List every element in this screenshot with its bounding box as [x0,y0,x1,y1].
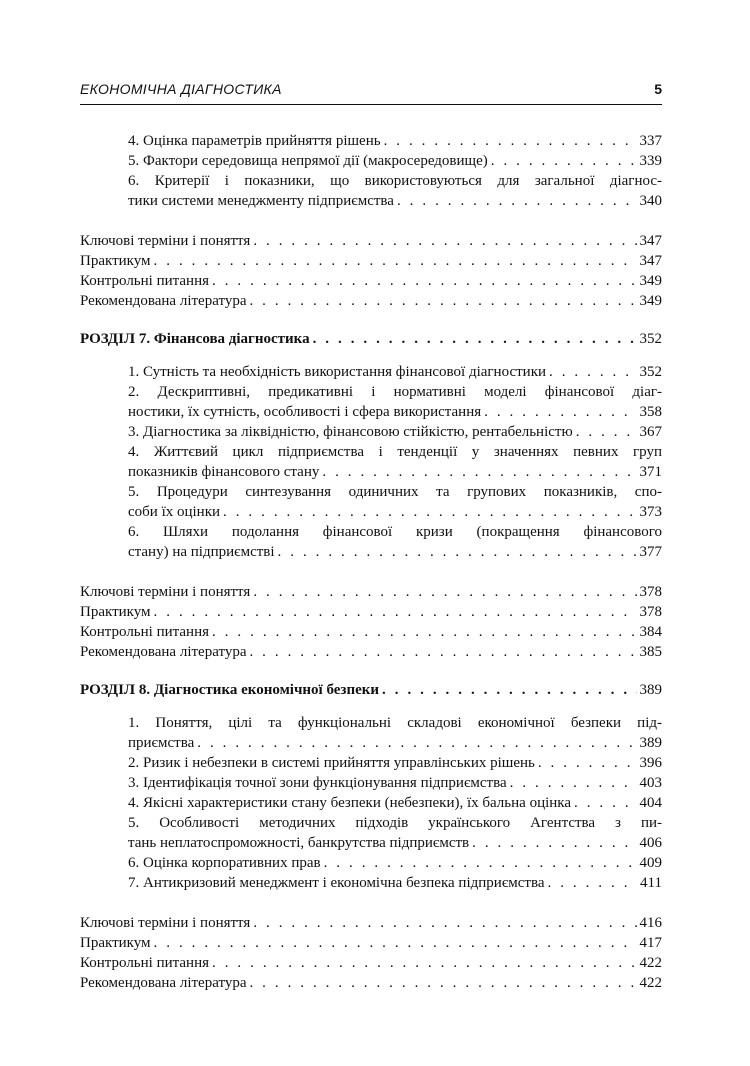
entry-label: Контрольні питання [80,624,210,640]
toc-extra-entry[interactable] [80,913,662,933]
entry-last-line [128,462,662,482]
entry-text-line: 2. Дескриптивні, предикативні і нормативні моделі фінансової діаг- [128,384,662,400]
chapter-title: РОЗДІЛ 7. Фінансова діагностика [80,331,310,347]
entry-text-line: 5. Особливості методичних підходів українського Агентства з пи- [128,815,662,831]
chapter8-sections [128,713,662,893]
book-title: ЕКОНОМІЧНА ДІАГНОСТИКА [80,81,282,97]
entry-line [80,933,662,953]
entry-page: 404 [639,795,662,811]
entry-text: тики системи менеджменту підприємства [128,193,394,209]
toc-extra-entry[interactable] [80,582,662,602]
dot-leader [154,251,637,271]
toc-extra-entry[interactable] [80,251,662,271]
dot-leader [154,602,637,622]
dot-leader [278,542,637,562]
entry-label: Ключові терміни і поняття [80,915,251,931]
entry-label: Рекомендована література [80,644,247,660]
entry-line [80,291,662,311]
entry-page: 385 [639,644,662,660]
entry-page: 416 [639,915,662,931]
entry-text: 6. Оцінка корпоративних прав [128,855,321,871]
entry-last-line [128,773,662,793]
chapter7-sections [128,362,662,562]
running-header [80,80,662,105]
entry-text: 4. Якісні характеристики стану безпеки (небезпеки), їх бальна оцінка [128,795,572,811]
entry-last-line [128,753,662,773]
dot-leader [249,973,636,993]
entry-text: 3. Діагностика за ліквідністю, фінансовою стійкістю, рентабельністю [128,424,573,440]
toc-section-entry[interactable] [128,131,662,151]
entry-page: 409 [639,855,662,871]
toc-extra-entry[interactable] [80,642,662,662]
dot-leader [574,793,636,813]
toc-section-entry[interactable] [128,773,662,793]
toc-section-entry[interactable] [128,422,662,442]
entry-label: Практикум [80,935,151,951]
toc-extra-entry[interactable] [80,271,662,291]
chapter-page: 389 [639,682,662,698]
toc-extra-entry[interactable] [80,933,662,953]
dot-leader [212,271,636,291]
entry-page: 422 [639,955,662,971]
entry-line [80,582,662,602]
entry-text: 4. Оцінка параметрів прийняття рішень [128,133,381,149]
page-number: 5 [654,81,662,97]
entry-text: тань неплатоспроможності, банкрутства підприємств [128,835,470,851]
dot-leader [548,873,638,893]
entry-last-line [128,793,662,813]
toc-section-entry[interactable] [128,793,662,813]
dot-leader [253,582,636,602]
entry-page: 352 [639,364,662,380]
entry-page: 422 [639,975,662,991]
toc-extra-entry[interactable] [80,602,662,622]
entry-page: 349 [639,273,662,289]
dot-leader [324,853,637,873]
dot-leader [212,953,636,973]
entry-page: 377 [639,544,662,560]
entry-text: ностики, їх сутність, особливості і сфера використання [128,404,482,420]
entry-last-line [128,422,662,442]
entry-last-line [128,362,662,382]
toc-section-entry[interactable] [128,522,662,562]
dot-leader [249,642,636,662]
entry-last-line [128,502,662,522]
entry-text: соби їх оцінки [128,504,221,520]
entry-page: 373 [639,504,662,520]
entry-page: 367 [639,424,662,440]
entry-text: 1. Сутність та необхідність використання фінансової діагностики [128,364,547,380]
entry-label: Контрольні питання [80,955,210,971]
dot-leader [322,462,636,482]
toc-section-entry[interactable] [128,482,662,522]
entry-last-line [128,853,662,873]
dot-leader [549,362,636,382]
chapter6-extras [80,231,662,311]
chapter-page: 352 [639,331,662,347]
dot-leader [154,933,637,953]
entry-last-line [128,151,662,171]
entry-text-line: 6. Шляхи подолання фінансової кризи (покращення фінансового [128,524,662,540]
chapter7-heading [80,331,662,351]
entry-page: 347 [639,253,662,269]
entry-page: 339 [639,153,662,169]
entry-page: 349 [639,293,662,309]
entry-text: 5. Фактори середовища непрямої дії (макросередовище) [128,153,488,169]
entry-text-line: 5. Процедури синтезування одиничних та групових показників, спо- [128,484,662,500]
chapter8-extras [80,913,662,993]
dot-leader [397,191,637,211]
entry-text: показників фінансового стану [128,464,320,480]
entry-page: 389 [639,735,662,751]
chapter-title: РОЗДІЛ 8. Діагностика економічної безпеки [80,682,380,698]
toc-extra-entry[interactable] [80,973,662,993]
entry-line [80,231,662,251]
dot-leader [484,402,636,422]
toc-section-entry[interactable] [128,713,662,753]
chapter-title-row[interactable] [80,331,662,351]
entry-page: 347 [639,233,662,249]
chapter6-sections [128,131,662,211]
entry-page: 406 [639,835,662,851]
entry-page: 371 [639,464,662,480]
dot-leader [491,151,637,171]
entry-label: Рекомендована література [80,293,247,309]
entry-text: стану) на підприємстві [128,544,275,560]
entry-label: Практикум [80,253,151,269]
dot-leader [382,682,636,699]
dot-leader [538,753,637,773]
dot-leader [212,622,636,642]
dot-leader [223,502,636,522]
toc-section-entry[interactable] [128,442,662,482]
entry-label: Рекомендована література [80,975,247,991]
chapter8-heading [80,682,662,702]
entry-text-line: 4. Життєвий цикл підприємства і тенденції у значеннях певних груп [128,444,662,460]
toc-extra-entry[interactable] [80,231,662,251]
dot-leader [197,733,636,753]
entry-last-line [128,873,662,893]
toc-section-entry[interactable] [128,171,662,211]
toc-section-entry[interactable] [128,853,662,873]
toc-extra-entry[interactable] [80,622,662,642]
table-of-contents [80,131,662,1013]
dot-leader [249,291,636,311]
entry-label: Ключові терміни і поняття [80,584,251,600]
entry-line [80,913,662,933]
toc-section-entry[interactable] [128,151,662,171]
entry-page: 417 [639,935,662,951]
entry-label: Ключові терміни і поняття [80,233,251,249]
entry-line [80,602,662,622]
dot-leader [253,231,636,251]
entry-page: 358 [639,404,662,420]
entry-label: Контрольні питання [80,273,210,289]
entry-page: 411 [640,875,662,891]
entry-last-line [128,402,662,422]
entry-line [80,271,662,291]
entry-last-line [128,733,662,753]
entry-line [80,973,662,993]
entry-last-line [128,131,662,151]
entry-line [80,953,662,973]
entry-page: 384 [639,624,662,640]
toc-section-entry[interactable] [128,362,662,382]
toc-section-entry[interactable] [128,382,662,422]
dot-leader [384,131,637,151]
toc-section-entry[interactable] [128,873,662,893]
dot-leader [576,422,637,442]
dot-leader [472,833,636,853]
entry-label: Практикум [80,604,151,620]
entry-last-line [128,191,662,211]
entry-page: 337 [639,133,662,149]
toc-extra-entry[interactable] [80,291,662,311]
entry-line [80,642,662,662]
entry-page: 396 [639,755,662,771]
toc-section-entry[interactable] [128,813,662,853]
entry-page: 403 [639,775,662,791]
entry-text: приємства [128,735,195,751]
entry-text-line: 6. Критерії і показники, що використовуються для загальної діагнос- [128,173,662,189]
entry-text: 2. Ризик і небезпеки в системі прийняття управлінських рішень [128,755,535,771]
entry-page: 340 [639,193,662,209]
dot-leader [253,913,636,933]
dot-leader [510,773,637,793]
entry-last-line [128,542,662,562]
dot-leader [313,331,637,348]
entry-text: 7. Антикризовий менеджмент і економічна безпека підприємства [128,875,545,891]
entry-line [80,622,662,642]
entry-last-line [128,833,662,853]
toc-section-entry[interactable] [128,753,662,773]
entry-line [80,251,662,271]
chapter7-extras [80,582,662,662]
chapter-title-row[interactable] [80,682,662,702]
entry-text: 3. Ідентифікація точної зони функціонування підприємства [128,775,507,791]
toc-extra-entry[interactable] [80,953,662,973]
entry-text-line: 1. Поняття, цілі та функціональні складові економічної безпеки під- [128,715,662,731]
entry-page: 378 [639,584,662,600]
entry-page: 378 [639,604,662,620]
